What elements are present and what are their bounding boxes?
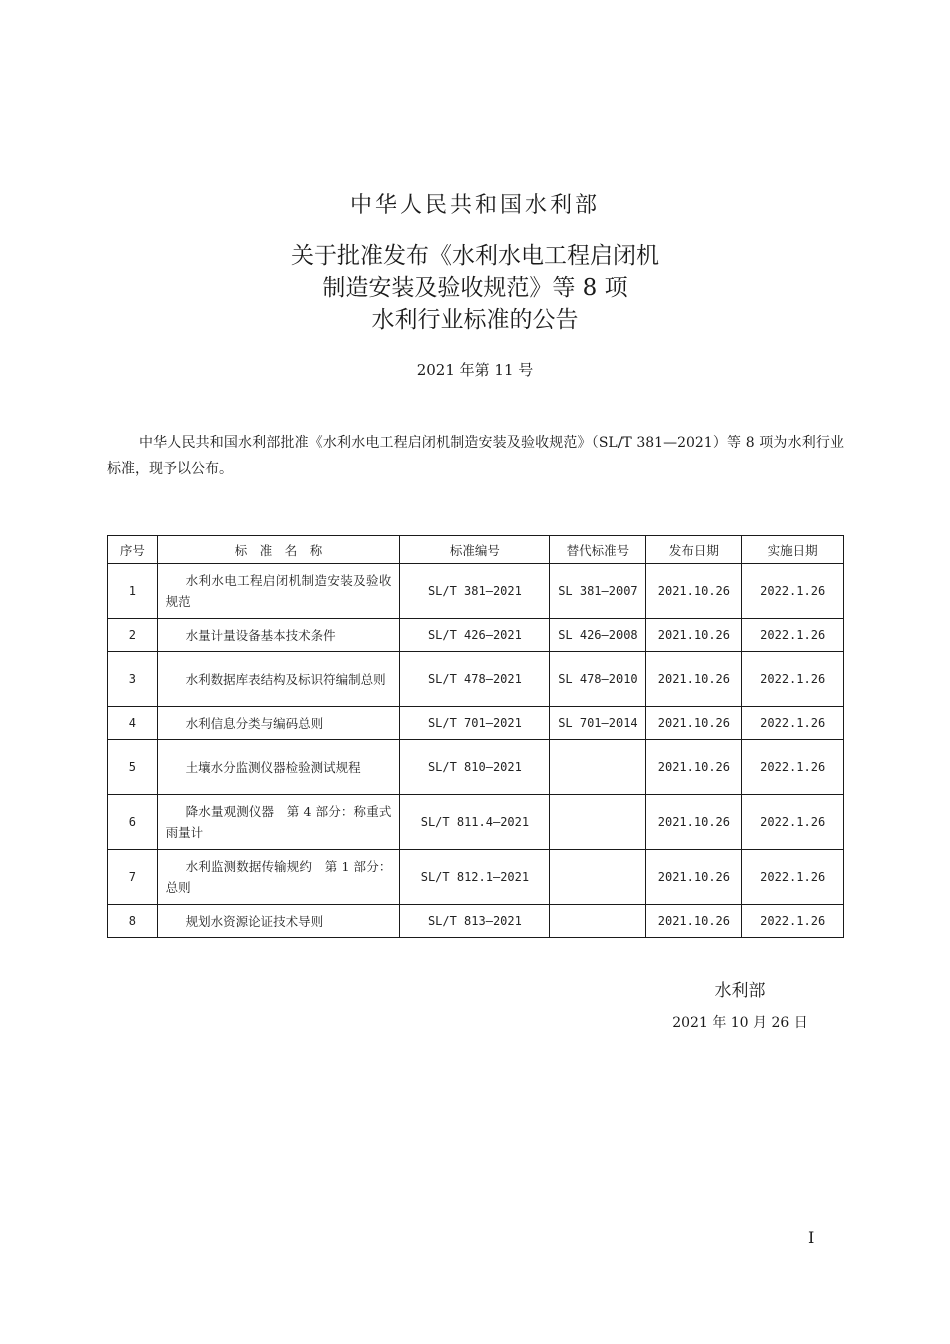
cell-code: SL/T 381—2021 xyxy=(400,564,550,619)
cell-implemented: 2022.1.26 xyxy=(742,707,844,740)
cell-implemented: 2022.1.26 xyxy=(742,619,844,652)
page-number: Ⅰ xyxy=(808,1228,815,1247)
header-replaced: 替代标准号 xyxy=(550,536,646,564)
cell-implemented: 2022.1.26 xyxy=(742,740,844,795)
cell-implemented: 2022.1.26 xyxy=(742,850,844,905)
table-row xyxy=(108,652,844,707)
cell-code: SL/T 812.1—2021 xyxy=(400,850,550,905)
header-implemented: 实施日期 xyxy=(742,536,844,564)
cell-name: 规划水资源论证技术导则 xyxy=(157,905,400,938)
cell-published: 2021.10.26 xyxy=(646,795,742,850)
cell-name: 降水量观测仪器 第 4 部分：称重式雨量计 xyxy=(157,795,400,850)
header-published: 发布日期 xyxy=(646,536,742,564)
announcement-body: 中华人民共和国水利部批准《水利水电工程启闭机制造安装及验收规范》（SL/T 381—2021）等 8 项为水利行业标准，现予以公布。 xyxy=(107,435,844,477)
cell-name: 土壤水分监测仪器检验测试规程 xyxy=(157,740,400,795)
cell-replaced: SL 381—2007 xyxy=(550,564,646,619)
title-line-2: 制造安装及验收规范》等 8 项 xyxy=(322,275,628,301)
cell-implemented: 2022.1.26 xyxy=(742,905,844,938)
table-row xyxy=(108,707,844,740)
cell-sn: 4 xyxy=(108,707,158,740)
cell-published: 2021.10.26 xyxy=(646,740,742,795)
announcement-title xyxy=(0,240,950,336)
cell-published: 2021.10.26 xyxy=(646,652,742,707)
header-name: 标 准 名 称 xyxy=(157,536,400,564)
cell-code: SL/T 701—2021 xyxy=(400,707,550,740)
cell-code: SL/T 810—2021 xyxy=(400,740,550,795)
table-row xyxy=(108,905,844,938)
cell-replaced xyxy=(550,740,646,795)
document-number: 2021 年第 11 号 xyxy=(416,361,534,379)
cell-name: 水利信息分类与编码总则 xyxy=(157,707,400,740)
table-header-row xyxy=(108,536,844,564)
header-sn: 序号 xyxy=(108,536,158,564)
table-row xyxy=(108,850,844,905)
cell-implemented: 2022.1.26 xyxy=(742,795,844,850)
table-row xyxy=(108,619,844,652)
table-row xyxy=(108,564,844,619)
title-line-1: 关于批准发布《水利水电工程启闭机 xyxy=(291,243,659,269)
cell-sn: 1 xyxy=(108,564,158,619)
cell-replaced: SL 701—2014 xyxy=(550,707,646,740)
cell-name: 水利数据库表结构及标识符编制总则 xyxy=(157,652,400,707)
cell-code: SL/T 426—2021 xyxy=(400,619,550,652)
cell-name: 水利水电工程启闭机制造安装及验收规范 xyxy=(157,564,400,619)
cell-code: SL/T 813—2021 xyxy=(400,905,550,938)
cell-name: 水利监测数据传输规约 第 1 部分：总则 xyxy=(157,850,400,905)
cell-implemented: 2022.1.26 xyxy=(742,564,844,619)
cell-replaced xyxy=(550,795,646,850)
cell-replaced: SL 426—2008 xyxy=(550,619,646,652)
cell-sn: 6 xyxy=(108,795,158,850)
cell-replaced xyxy=(550,905,646,938)
cell-sn: 8 xyxy=(108,905,158,938)
cell-replaced: SL 478—2010 xyxy=(550,652,646,707)
cell-sn: 5 xyxy=(108,740,158,795)
cell-sn: 2 xyxy=(108,619,158,652)
cell-code: SL/T 478—2021 xyxy=(400,652,550,707)
cell-published: 2021.10.26 xyxy=(646,850,742,905)
signature-org: 水利部 xyxy=(714,981,766,1001)
cell-published: 2021.10.26 xyxy=(646,707,742,740)
title-line-3: 水利行业标准的公告 xyxy=(371,307,579,333)
cell-sn: 7 xyxy=(108,850,158,905)
table-row xyxy=(108,740,844,795)
signature-date: 2021 年 10 月 26 日 xyxy=(672,1015,808,1031)
header-code: 标准编号 xyxy=(400,536,550,564)
cell-replaced xyxy=(550,850,646,905)
cell-published: 2021.10.26 xyxy=(646,905,742,938)
cell-published: 2021.10.26 xyxy=(646,619,742,652)
cell-code: SL/T 811.4—2021 xyxy=(400,795,550,850)
cell-name: 水量计量设备基本技术条件 xyxy=(157,619,400,652)
cell-published: 2021.10.26 xyxy=(646,564,742,619)
standards-table xyxy=(107,535,844,938)
cell-implemented: 2022.1.26 xyxy=(742,652,844,707)
table-row xyxy=(108,795,844,850)
cell-sn: 3 xyxy=(108,652,158,707)
issuing-authority: 中华人民共和国水利部 xyxy=(349,193,600,218)
